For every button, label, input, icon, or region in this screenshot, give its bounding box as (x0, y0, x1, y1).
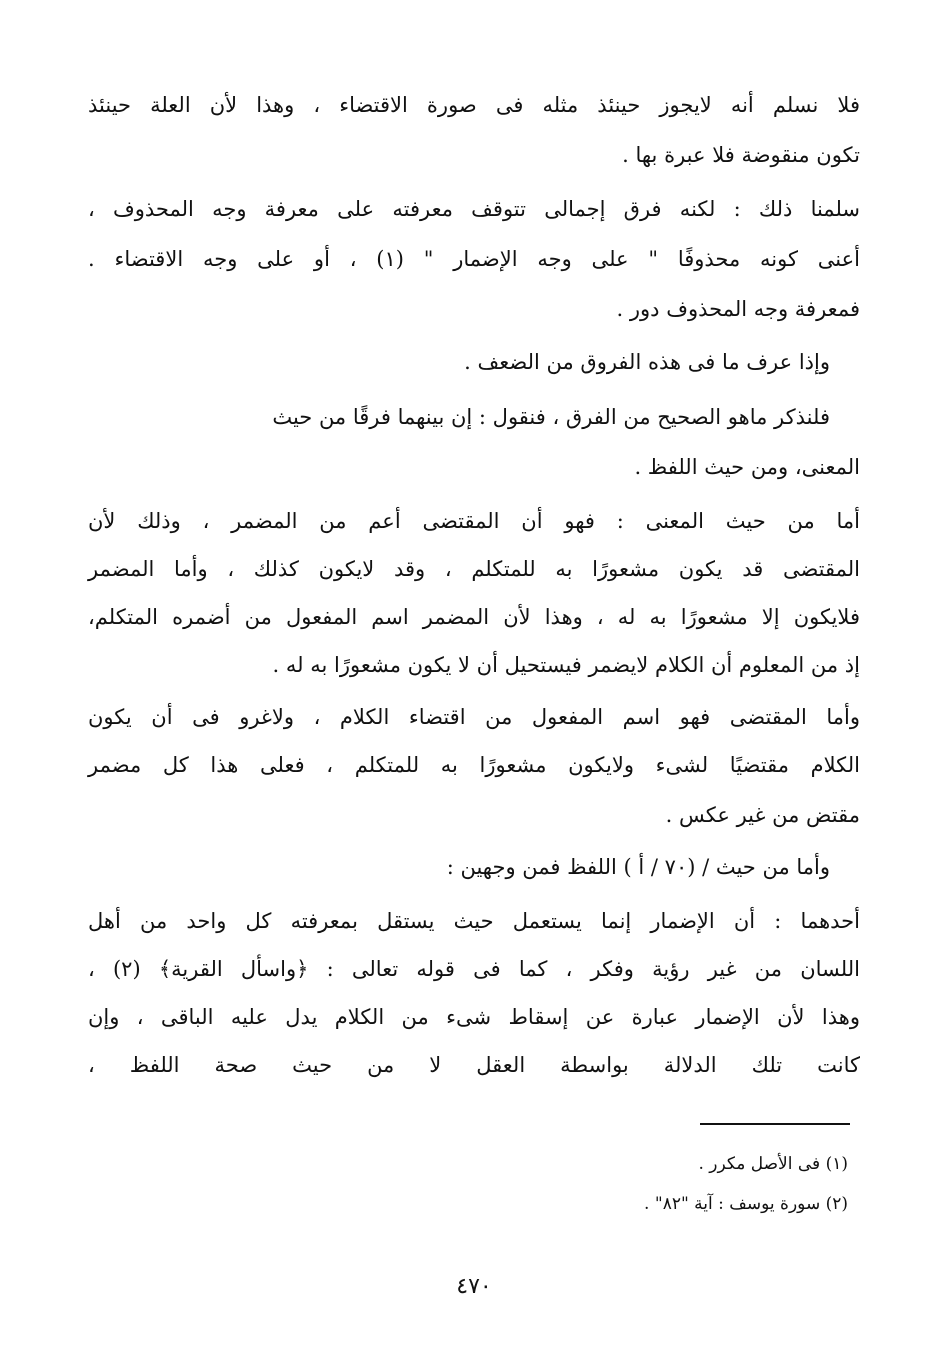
text-line-18: اللسان من غير رؤية وفكر ، كما فى قوله تعالى : ﴿واسأل القرية﴾ (٢) ، (88, 957, 860, 981)
text-line-15: مقتض من غير عكس . (665, 803, 860, 827)
text-line-20: كانت تلك الدلالة بواسطة العقل لا من حيث صحة اللفظ ، (88, 1053, 860, 1077)
text-line-2: تكون منقوضة فلا عبرة بها . (622, 143, 860, 167)
text-line-10: المقتضى قد يكون مشعورًا به للمتكلم ، وقد لايكون كذلك ، وأما المضمر (88, 557, 860, 581)
text-line-5: فمعرفة وجه المحذوف دور . (616, 297, 860, 321)
text-line-16: وأما من حيث / (٧٠ / أ ) اللفظ فمن وجهين : (446, 855, 830, 879)
text-line-3: سلمنا ذلك : لكنه فرق إجمالى تتوقف معرفته على معرفة وجه المحذوف ، (88, 197, 860, 221)
text-line-14: الكلام مقتضيًا لشىء ولايكون مشعورًا به للمتكلم ، فعلى هذا كل مضمر (88, 753, 860, 777)
text-line-19: وهذا لأن الإضمار عبارة عن إسقاط شىء من الكلام يدل عليه الباقى ، وإن (88, 1005, 860, 1029)
footnote-separator (700, 1123, 850, 1125)
text-line-11: فلايكون إلا مشعورًا به له ، وهذا لأن المضمر اسم المفعول من أضمره المتكلم، (88, 605, 860, 629)
text-line-4: أعنى كونه محذوفًا " على وجه الإضمار " (١) ، أو على وجه الاقتضاء . (88, 247, 860, 271)
text-line-17: أحدهما : أن الإضمار إنما يستعمل حيث يستقل بمعرفته كل واحد من أهل (88, 909, 860, 933)
text-line-9: أما من حيث المعنى : فهو أن المقتضى أعم من المضمر ، وذلك لأن (88, 509, 860, 533)
footnote-2: (٢) سورة يوسف : آية "٨٢" . (644, 1194, 848, 1214)
text-line-8: المعنى، ومن حيث اللفظ . (634, 455, 860, 479)
text-line-13: وأما المقتضى فهو اسم المفعول من اقتضاء الكلام ، ولاغرو فى أن يكون (88, 705, 860, 729)
text-line-12: إذ من المعلوم أن الكلام لايضمر فيستحيل أن لا يكون مشعورًا به له . (272, 653, 860, 677)
footnote-1: (١) فى الأصل مكرر . (698, 1154, 848, 1174)
text-line-7: فلنذكر ماهو الصحيح من الفرق ، فنقول : إن بينهما فرقًا من حيث (272, 405, 830, 429)
text-line-6: وإذا عرف ما فى هذه الفروق من الضعف . (464, 350, 830, 374)
text-line-1: فلا نسلم أنه لايجوز حينئذ مثله فى صورة الاقتضاء ، وهذا لأن العلة حينئذ (88, 93, 860, 117)
page-number: ٤٧٠ (456, 1274, 492, 1299)
